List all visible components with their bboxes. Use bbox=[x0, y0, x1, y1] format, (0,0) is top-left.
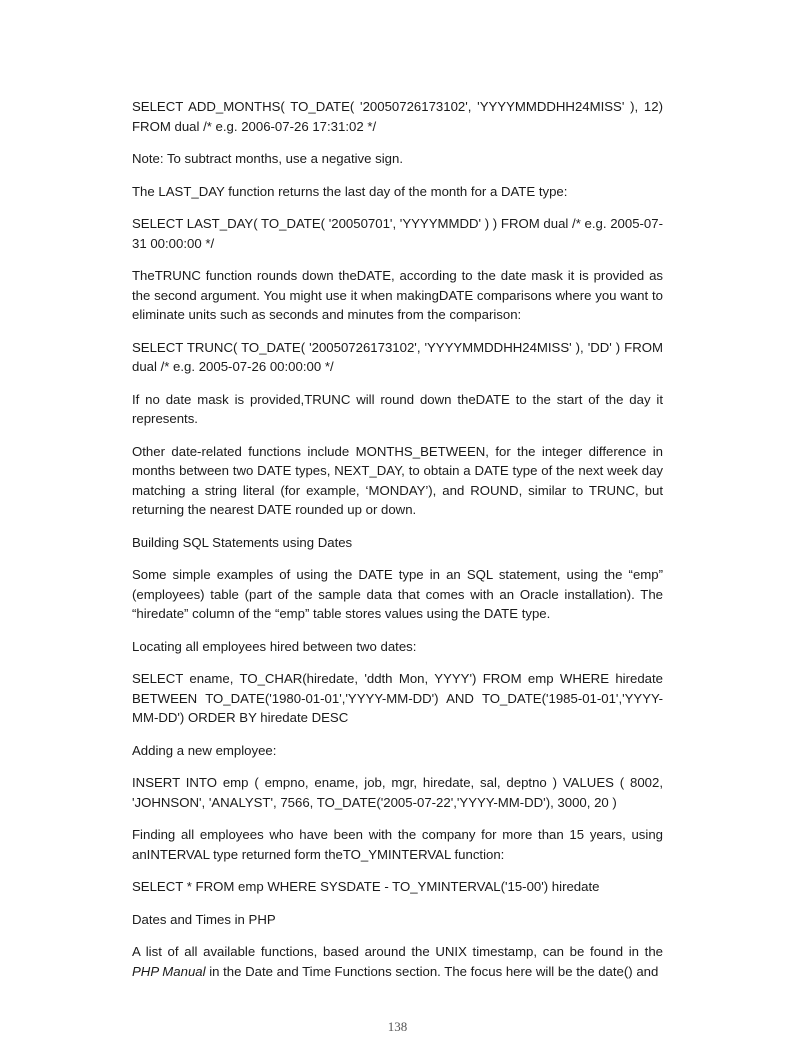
code-insert-employee: INSERT INTO emp ( empno, ename, job, mgr, hiredate, sal, deptno ) VALUES ( 8002, 'JOHNSON', 'ANALYST', 7566, TO_DATE('2005-07-22','YYYY-MM-DD'), 3000, 20 ) bbox=[132, 775, 663, 810]
code-trunc: SELECT TRUNC( TO_DATE( '20050726173102', 'YYYYMMDDHH24MISS' ), 'DD' ) FROM dual /* e.g. 2005-07-26 00:00:00 */ bbox=[132, 339, 663, 374]
locating-employees-label: Locating all employees hired between two dates: bbox=[132, 638, 417, 654]
section-heading-sql-dates: Building SQL Statements using Dates bbox=[132, 534, 353, 550]
code-last-day: SELECT LAST_DAY( TO_DATE( '20050701', 'YYYYMMDD' ) ) FROM dual /* e.g. 2005-07-31 00:00:00 */ bbox=[132, 216, 663, 251]
adding-employee-label: Adding a new employee: bbox=[132, 742, 277, 758]
php-functions-paragraph bbox=[132, 942, 663, 981]
trunc-description: TheTRUNC function rounds down theDATE, according to the date mask it is provided as the second argument. You might use it when makingDATE comparisons where you want to eliminate units such as seconds and minutes from the comparison: bbox=[132, 268, 663, 322]
interval-description: Finding all employees who have been with the company for more than 15 years, using anINTERVAL type returned form theTO_YMINTERVAL function: bbox=[132, 827, 663, 862]
code-add-months: SELECT ADD_MONTHS( TO_DATE( '20050726173102', 'YYYYMMDDHH24MISS' ), 12) FROM dual /* e.g. 2006-07-26 17:31:02 */ bbox=[132, 99, 663, 134]
page-number: 138 bbox=[387, 1019, 408, 1034]
php-manual-title: PHP Manual bbox=[132, 963, 206, 979]
trunc-no-mask-note: If no date mask is provided,TRUNC will round down theDATE to the start of the day it represents. bbox=[132, 391, 663, 426]
code-select-between: SELECT ename, TO_CHAR(hiredate, 'ddth Mon, YYYY') FROM emp WHERE hiredate BETWEEN TO_DATE('1980-01-01','YYYY-MM-DD') AND TO_DATE('1985-01-01','YYYY-MM-DD') ORDER BY hiredate DESC bbox=[132, 671, 663, 725]
last-day-description: The LAST_DAY function returns the last day of the month for a DATE type: bbox=[132, 183, 568, 199]
php-paragraph-text-start: A list of all available functions, based around the UNIX timestamp, can be found in the bbox=[132, 944, 663, 959]
emp-table-intro: Some simple examples of using the DATE type in an SQL statement, using the “emp” (employees) table (part of the sample data that comes with an Oracle installation). The “hiredate” column of the “emp” table stores values using the DATE type. bbox=[132, 567, 663, 621]
code-select-interval: SELECT * FROM emp WHERE SYSDATE - TO_YMINTERVAL('15-00') hiredate bbox=[132, 879, 600, 894]
php-paragraph-text-end: in the Date and Time Functions section. The focus here will be the date() and bbox=[205, 963, 659, 979]
page-body bbox=[132, 97, 663, 994]
note-subtract-months: Note: To subtract months, use a negative sign. bbox=[132, 151, 403, 166]
other-date-functions: Other date-related functions include MONTHS_BETWEEN, for the integer difference in months between two DATE types, NEXT_DAY, to obtain a DATE type of the next week day matching a string literal (for example, ‘MONDAY’), and ROUND, similar to TRUNC, but returning the nearest DATE rounded up or down. bbox=[132, 443, 663, 517]
section-heading-php-dates: Dates and Times in PHP bbox=[132, 911, 276, 927]
